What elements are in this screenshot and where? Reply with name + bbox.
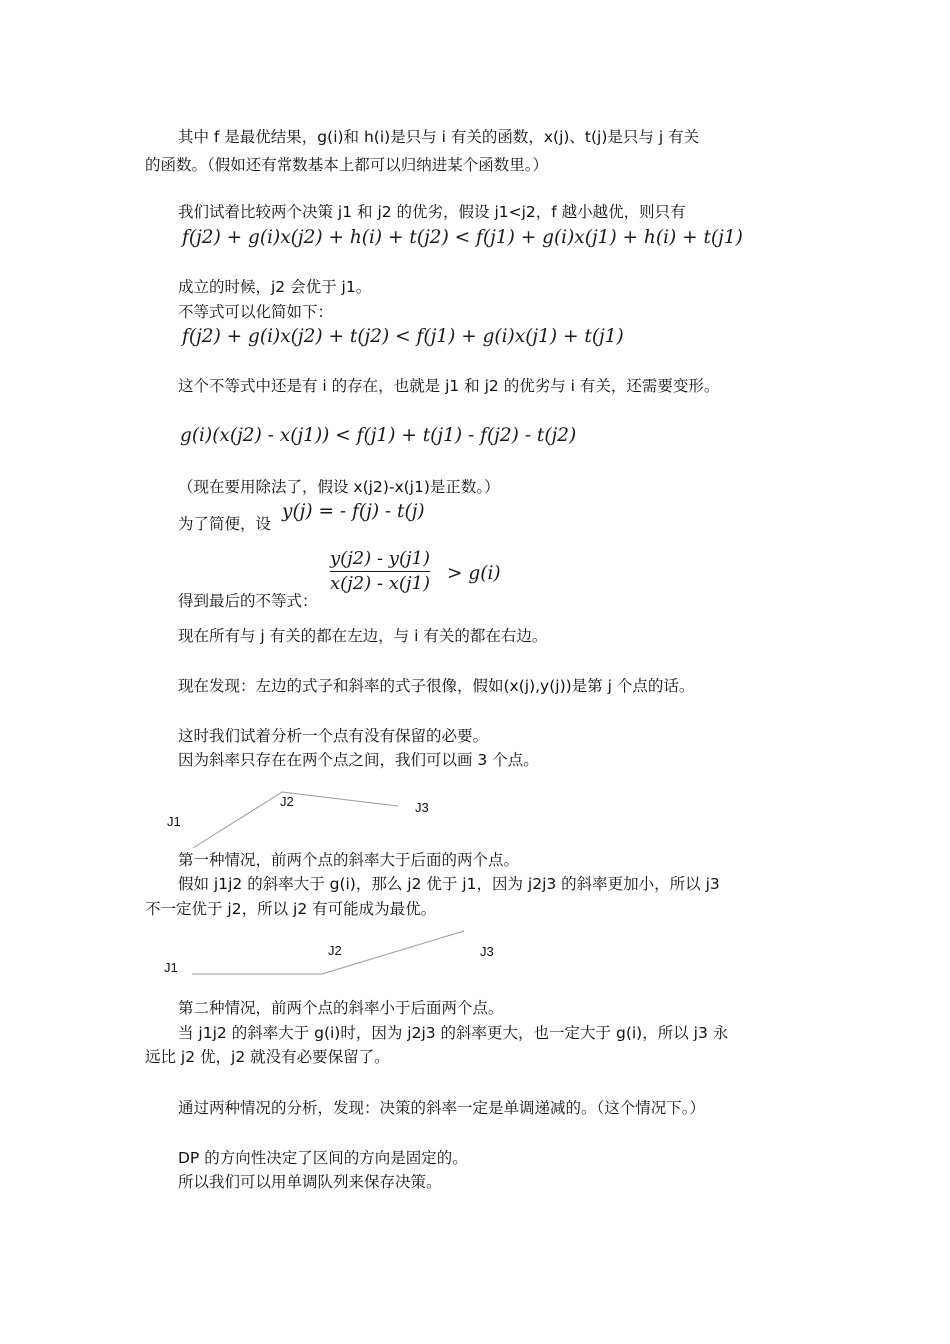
paragraph-dp-direction: DP 的方向性决定了区间的方向是固定的。: [178, 1149, 468, 1167]
formula-y-definition: y(j) = - f(j) - t(j): [282, 501, 425, 522]
diagram1-label-j1: J1: [167, 814, 181, 829]
diagram1-label-j3: J3: [415, 800, 429, 815]
paragraph-case2-detail-line2: 远比 j2 优，j2 就没有必要保留了。: [145, 1048, 390, 1066]
paragraph-final-inequality: 得到最后的不等式：: [178, 592, 318, 610]
formula-inequality-simplified: f(j2) + g(i)x(j2) + t(j2) < f(j1) + g(i)x(j1) + t(j1): [182, 326, 624, 347]
paragraph-case1: 第一种情况，前两个点的斜率大于后面的两个点。: [178, 851, 520, 869]
paragraph-slope-observation: 现在发现：左边的式子和斜率的式子很像，假如(x(j),y(j))是第 j 个点的话。: [178, 677, 695, 695]
paragraph-left-right: 现在所有与 j 有关的都在左边，与 i 有关的都在右边。: [178, 627, 548, 645]
paragraph-intro-line1: 其中 f 是最优结果，g(i)和 h(i)是只与 i 有关的函数，x(j)、t(j)是只与 j 有关: [178, 128, 700, 146]
paragraph-let: 为了简便，设: [178, 515, 272, 533]
formula-inequality-full: f(j2) + g(i)x(j2) + h(i) + t(j2) < f(j1) + g(i)x(j1) + h(i) + t(j1): [182, 227, 743, 248]
paragraph-compare: 我们试着比较两个决策 j1 和 j2 的优劣，假设 j1<j2，f 越小越优，则只有: [178, 203, 686, 221]
paragraph-monotone-queue: 所以我们可以用单调队列来保存决策。: [178, 1173, 442, 1191]
segment-j1-j2: [193, 792, 282, 848]
paragraph-simplify: 不等式可以化简如下：: [178, 303, 334, 321]
segment-j2-j3: [282, 792, 398, 806]
paragraph-case1-detail-line2: 不一定优于 j2，所以 j2 有可能成为最优。: [145, 900, 437, 918]
diagram2-label-j2: J2: [328, 943, 342, 958]
segment2-j2-j3: [322, 931, 464, 974]
paragraph-intro-line2: 的函数。（假如还有常数基本上都可以归纳进某个函数里。）: [145, 156, 549, 174]
paragraph-case1-detail-line1: 假如 j1j2 的斜率大于 g(i)，那么 j2 优于 j1，因为 j2j3 的斜率更加小，所以 j3: [178, 875, 720, 893]
paragraph-transform: 这个不等式中还是有 i 的存在，也就是 j1 和 j2 的优劣与 i 有关，还需要变形。: [178, 377, 720, 395]
paragraph-division-note: （现在要用除法了，假设 x(j2)-x(j1)是正数。）: [178, 478, 500, 496]
diagram2-label-j1: J1: [164, 960, 178, 975]
diagram2-label-j3: J3: [480, 944, 494, 959]
paragraph-holds: 成立的时候，j2 会优于 j1。: [178, 278, 372, 296]
paragraph-analysis: 这时我们试着分析一个点有没有保留的必要。: [178, 727, 489, 745]
formula-slope-rhs: > g(i): [447, 563, 501, 584]
fraction-numerator: y(j2) - y(j1): [330, 548, 431, 569]
paragraph-case2-detail-line1: 当 j1j2 的斜率大于 g(i)时，因为 j2j3 的斜率更大，也一定大于 g(i)，所以 j3 永: [178, 1024, 729, 1042]
paragraph-case2: 第二种情况，前两个点的斜率小于后面两个点。: [178, 999, 504, 1017]
paragraph-conclusion: 通过两种情况的分析，发现：决策的斜率一定是单调递减的。（这个情况下。）: [178, 1099, 706, 1117]
paragraph-three-points: 因为斜率只存在在两个点之间，我们可以画 3 个点。: [178, 751, 539, 769]
fraction-denominator: x(j2) - x(j1): [330, 573, 430, 594]
formula-inequality-rearranged: g(i)(x(j2) - x(j1)) < f(j1) + t(j1) - f(j2) - t(j2): [180, 425, 577, 446]
diagram1-label-j2: J2: [280, 794, 294, 809]
